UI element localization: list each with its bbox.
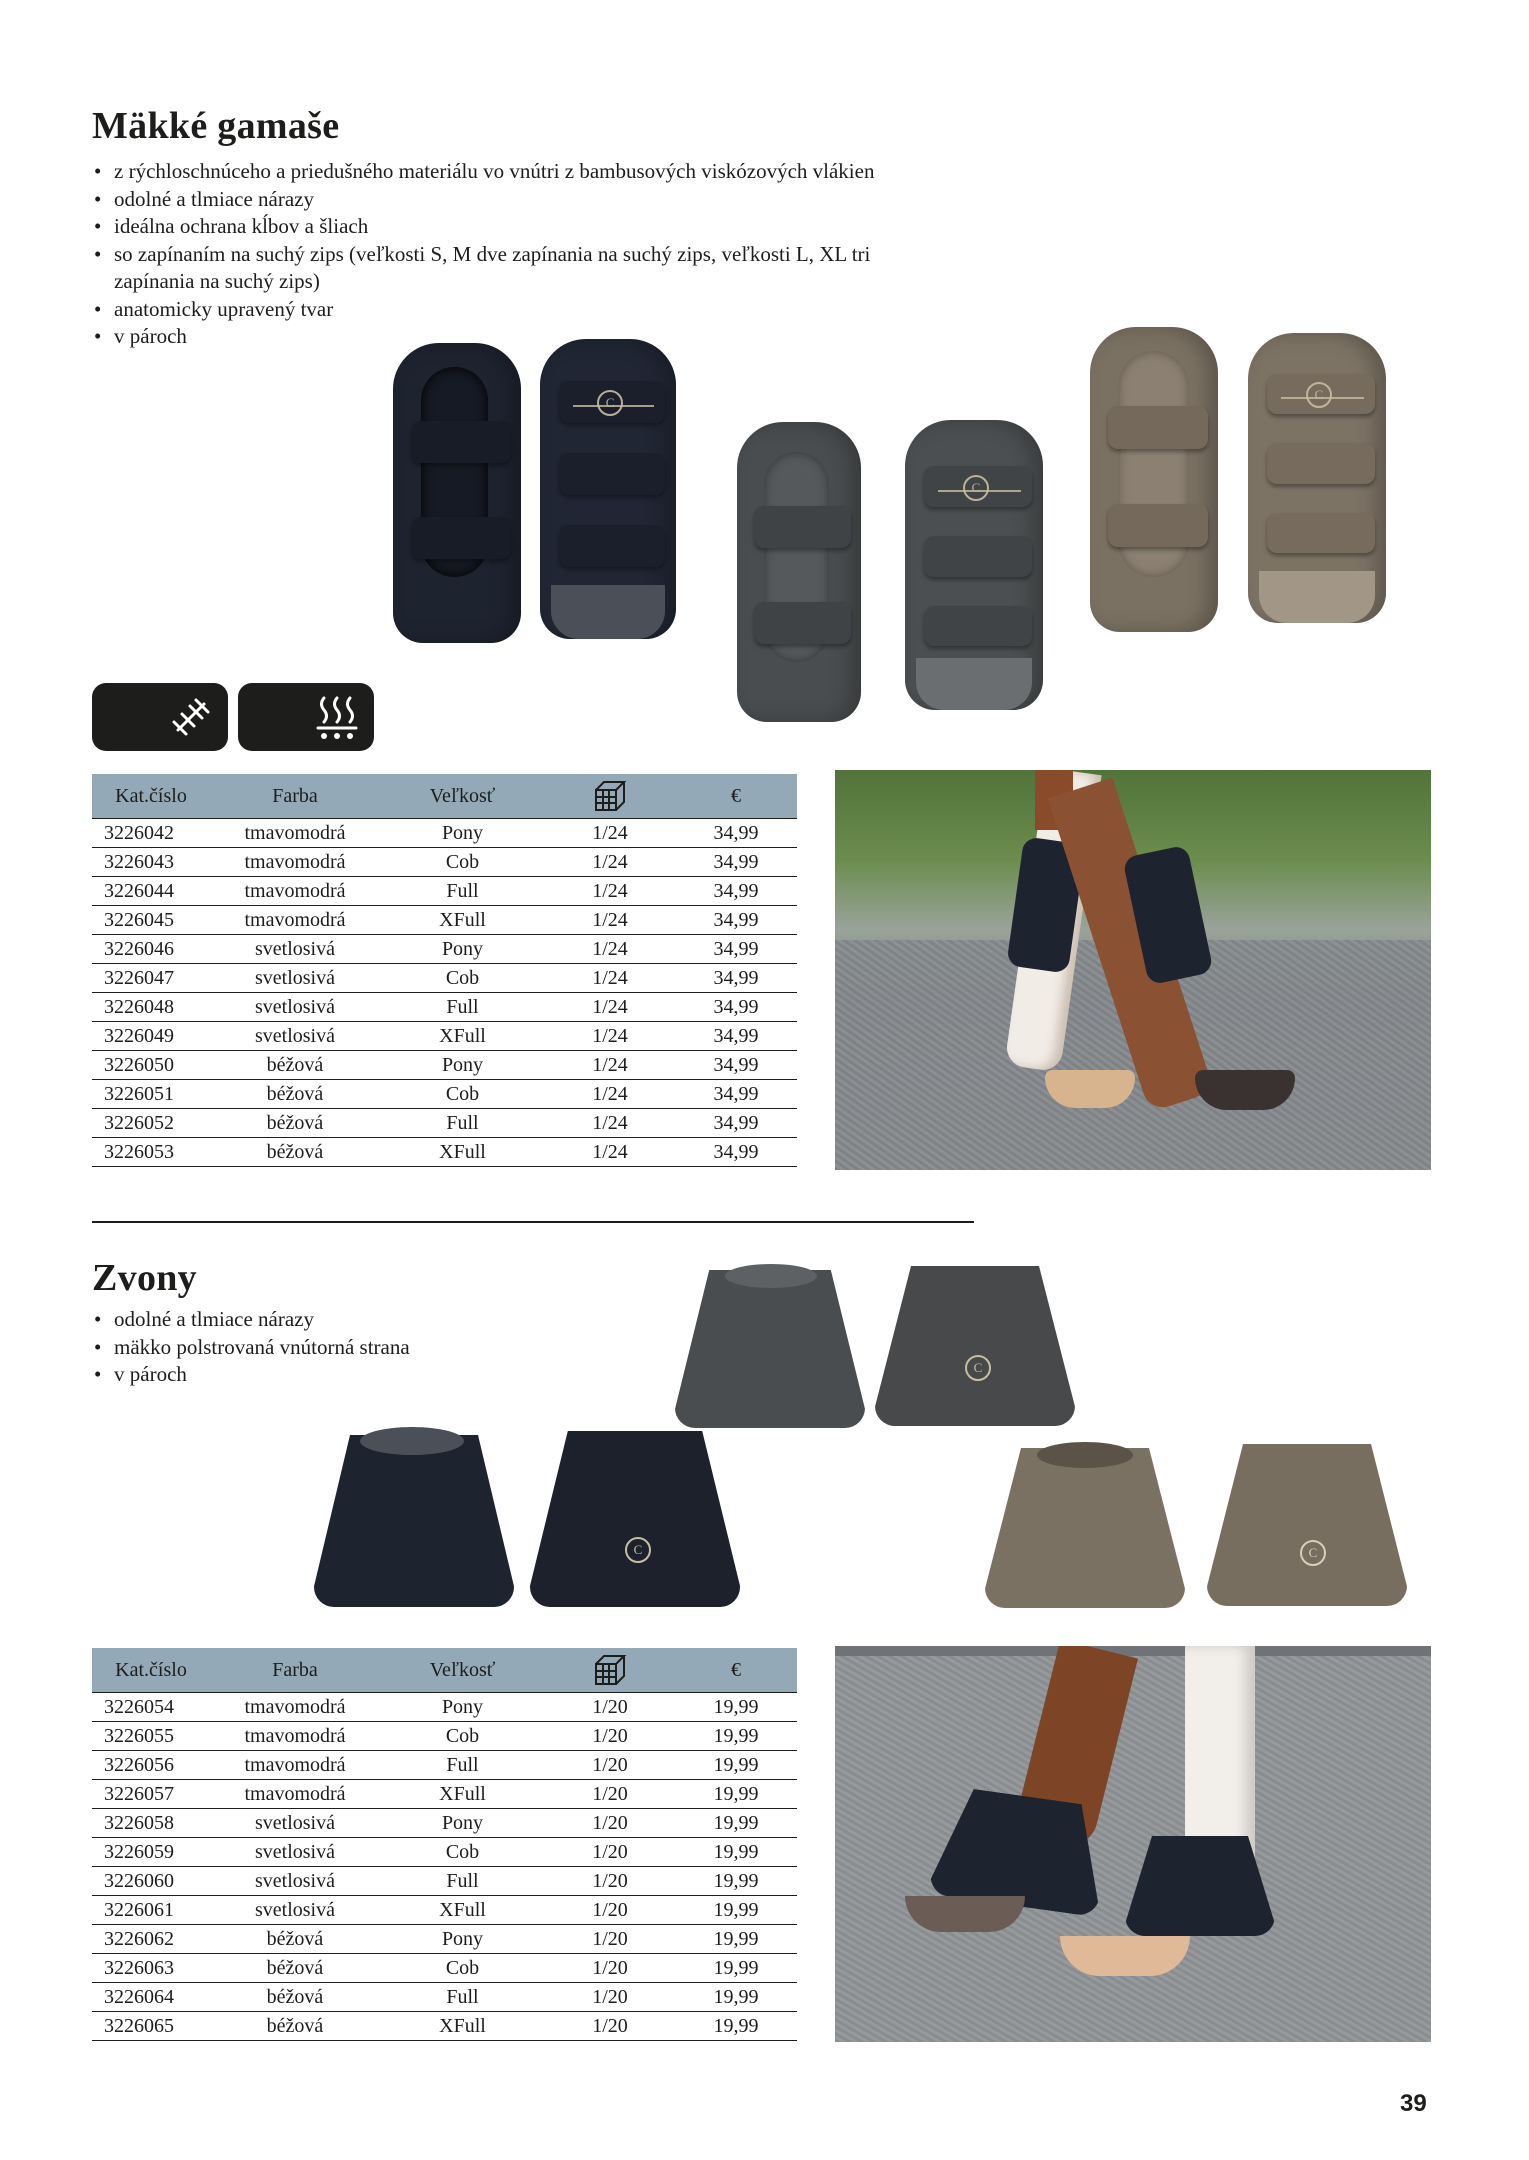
- cell-price: 34,99: [675, 906, 797, 935]
- cell-size: Full: [380, 1751, 545, 1780]
- cell-size: XFull: [380, 2012, 545, 2041]
- cell-price: 19,99: [675, 1896, 797, 1925]
- cell-price: 19,99: [675, 1809, 797, 1838]
- table-row: [92, 877, 797, 906]
- cell-package: 1/24: [545, 848, 675, 877]
- cell-price: 34,99: [675, 1051, 797, 1080]
- cell-size: XFull: [380, 1022, 545, 1051]
- cell-package: 1/24: [545, 1080, 675, 1109]
- table-row: [92, 1896, 797, 1925]
- product-image-beige-boots: [1085, 325, 1400, 645]
- cell-price: 34,99: [675, 1022, 797, 1051]
- cell-code: 3226045: [92, 906, 210, 935]
- cell-code: 3226047: [92, 964, 210, 993]
- bell-boots-features: [92, 1306, 612, 1389]
- bell-shape: [675, 1270, 865, 1428]
- cell-size: Cob: [380, 1722, 545, 1751]
- cell-color: tmavomodrá: [210, 1693, 380, 1722]
- cell-price: 34,99: [675, 1138, 797, 1167]
- cell-size: Cob: [380, 1954, 545, 1983]
- cell-color: svetlosivá: [210, 1022, 380, 1051]
- cell-color: béžová: [210, 1954, 380, 1983]
- cell-size: Full: [380, 1983, 545, 2012]
- cell-code: 3226064: [92, 1983, 210, 2012]
- table-row: [92, 1080, 797, 1109]
- cell-price: 19,99: [675, 1693, 797, 1722]
- section-divider: [92, 1221, 974, 1223]
- cell-color: tmavomodrá: [210, 1751, 380, 1780]
- cell-price: 19,99: [675, 1722, 797, 1751]
- cell-size: XFull: [380, 1896, 545, 1925]
- cell-package: 1/20: [545, 1722, 675, 1751]
- cell-color: svetlosivá: [210, 1838, 380, 1867]
- product-image-grey-boots: [735, 420, 1055, 730]
- table-row: [92, 993, 797, 1022]
- boot-shape: [1090, 327, 1218, 632]
- table-row: [92, 1954, 797, 1983]
- breathable-icon: [238, 683, 374, 751]
- cell-price: 19,99: [675, 2012, 797, 2041]
- cell-price: 19,99: [675, 1983, 797, 2012]
- product-image-beige-bells: [985, 1440, 1410, 1615]
- cell-price: 34,99: [675, 1080, 797, 1109]
- bell-shape: [314, 1435, 514, 1607]
- boot-shape: [905, 420, 1043, 710]
- bell-shape: [985, 1448, 1185, 1608]
- table-row: [92, 1022, 797, 1051]
- cell-package: 1/20: [545, 1983, 675, 2012]
- column-header-price: €: [675, 1648, 797, 1693]
- table-row: [92, 848, 797, 877]
- cell-size: Full: [380, 877, 545, 906]
- cell-code: 3226057: [92, 1780, 210, 1809]
- cell-package: 1/20: [545, 1867, 675, 1896]
- cell-color: tmavomodrá: [210, 1722, 380, 1751]
- cell-price: 19,99: [675, 1751, 797, 1780]
- product-image-navy-boots: [385, 335, 685, 655]
- column-header-package: [545, 1648, 675, 1693]
- table-row: [92, 1138, 797, 1167]
- feature-bullet: • mäkko polstrovaná vnútorná strana: [92, 1334, 612, 1362]
- cell-color: béžová: [210, 1080, 380, 1109]
- cell-package: 1/20: [545, 1751, 675, 1780]
- cell-package: 1/24: [545, 964, 675, 993]
- cell-price: 34,99: [675, 964, 797, 993]
- cell-code: 3226065: [92, 2012, 210, 2041]
- cell-color: svetlosivá: [210, 1809, 380, 1838]
- shock-absorbing-icon: [92, 683, 228, 751]
- cell-size: Full: [380, 993, 545, 1022]
- column-header-color: Farba: [210, 774, 380, 819]
- table-row: [92, 906, 797, 935]
- cell-color: svetlosivá: [210, 1867, 380, 1896]
- table-row: [92, 964, 797, 993]
- cell-package: 1/24: [545, 1109, 675, 1138]
- cell-code: 3226052: [92, 1109, 210, 1138]
- table-header-row: [92, 1648, 797, 1693]
- brand-logo-icon: C: [965, 1355, 991, 1381]
- cell-color: tmavomodrá: [210, 877, 380, 906]
- cell-color: svetlosivá: [210, 964, 380, 993]
- cell-size: Full: [380, 1109, 545, 1138]
- cell-price: 19,99: [675, 1925, 797, 1954]
- boot-shape: [1248, 333, 1386, 623]
- shock-absorbing-icon: [168, 694, 214, 740]
- cell-package: 1/20: [545, 1925, 675, 1954]
- cell-code: 3226061: [92, 1896, 210, 1925]
- cell-code: 3226063: [92, 1954, 210, 1983]
- table-row: [92, 1838, 797, 1867]
- cell-package: 1/24: [545, 1138, 675, 1167]
- feature-bullet: • anatomicky upravený tvar: [92, 296, 992, 324]
- boot-shape: [737, 422, 861, 722]
- cell-color: béžová: [210, 1983, 380, 2012]
- cell-code: 3226051: [92, 1080, 210, 1109]
- table-row: [92, 819, 797, 848]
- cell-color: béžová: [210, 1051, 380, 1080]
- cell-size: Pony: [380, 1693, 545, 1722]
- cell-package: 1/20: [545, 1954, 675, 1983]
- breathable-icon: [314, 692, 360, 742]
- cell-code: 3226059: [92, 1838, 210, 1867]
- table-row: [92, 1925, 797, 1954]
- cell-package: 1/24: [545, 1022, 675, 1051]
- feature-bullet: • v pároch: [92, 323, 992, 351]
- cell-package: 1/20: [545, 2012, 675, 2041]
- cell-color: svetlosivá: [210, 935, 380, 964]
- cell-code: 3226054: [92, 1693, 210, 1722]
- table-row: [92, 1722, 797, 1751]
- product-image-navy-bells: [310, 1425, 750, 1615]
- feature-bullet: • ideálna ochrana kĺbov a šliach: [92, 213, 992, 241]
- column-header-code: Kat.číslo: [92, 1648, 210, 1693]
- table-row: [92, 1780, 797, 1809]
- cell-size: Full: [380, 1867, 545, 1896]
- cell-color: tmavomodrá: [210, 848, 380, 877]
- boot-shape: [540, 339, 676, 639]
- cell-code: 3226053: [92, 1138, 210, 1167]
- cell-size: Pony: [380, 1809, 545, 1838]
- price-table-soft-boots: [92, 774, 797, 1167]
- cell-size: Pony: [380, 819, 545, 848]
- cell-package: 1/24: [545, 819, 675, 848]
- bell-shape: [1207, 1444, 1407, 1606]
- cell-price: 19,99: [675, 1954, 797, 1983]
- photo-horse-legs-bells: [835, 1646, 1431, 2042]
- cell-price: 34,99: [675, 993, 797, 1022]
- cell-code: 3226042: [92, 819, 210, 848]
- table-row: [92, 1693, 797, 1722]
- cell-color: béžová: [210, 2012, 380, 2041]
- table-row: [92, 935, 797, 964]
- cell-size: Pony: [380, 1051, 545, 1080]
- feature-bullet: • z rýchloschnúceho a priedušného materiálu vo vnútri z bambusových viskózových vlákien: [92, 158, 992, 186]
- soft-boots-features: [92, 158, 992, 351]
- table-row: [92, 1867, 797, 1896]
- cell-package: 1/20: [545, 1780, 675, 1809]
- feature-bullet: • odolné a tlmiace nárazy: [92, 1306, 612, 1334]
- cell-color: béžová: [210, 1138, 380, 1167]
- cell-code: 3226060: [92, 1867, 210, 1896]
- cell-package: 1/24: [545, 1051, 675, 1080]
- cell-package: 1/20: [545, 1693, 675, 1722]
- cell-size: Cob: [380, 1080, 545, 1109]
- cell-code: 3226055: [92, 1722, 210, 1751]
- photo-horse-legs-boots: [835, 770, 1431, 1170]
- cell-price: 34,99: [675, 877, 797, 906]
- price-table-bell-boots: [92, 1648, 797, 2041]
- column-header-code: Kat.číslo: [92, 774, 210, 819]
- cell-color: tmavomodrá: [210, 819, 380, 848]
- cell-code: 3226062: [92, 1925, 210, 1954]
- brand-logo-icon: C: [597, 390, 623, 416]
- cell-size: Pony: [380, 935, 545, 964]
- cell-price: 19,99: [675, 1838, 797, 1867]
- cell-price: 34,99: [675, 819, 797, 848]
- cell-size: XFull: [380, 906, 545, 935]
- cell-package: 1/24: [545, 906, 675, 935]
- cell-package: 1/24: [545, 877, 675, 906]
- cell-size: XFull: [380, 1138, 545, 1167]
- cell-code: 3226048: [92, 993, 210, 1022]
- brand-logo-icon: C: [1306, 382, 1332, 408]
- table-header-row: [92, 774, 797, 819]
- cell-size: XFull: [380, 1780, 545, 1809]
- cell-code: 3226049: [92, 1022, 210, 1051]
- cell-price: 34,99: [675, 1109, 797, 1138]
- feature-bullet: • so zapínaním na suchý zips (veľkosti S, M dve zapínania na suchý zips, veľkosti L, XL tri zapínania na suchý zips): [92, 241, 954, 296]
- cell-color: tmavomodrá: [210, 906, 380, 935]
- table-row: [92, 1983, 797, 2012]
- feature-bullet: • v pároch: [92, 1361, 612, 1389]
- table-row: [92, 1051, 797, 1080]
- column-header-size: Veľkosť: [380, 774, 545, 819]
- cell-package: 1/24: [545, 935, 675, 964]
- cell-size: Cob: [380, 1838, 545, 1867]
- cell-code: 3226050: [92, 1051, 210, 1080]
- table-row: [92, 1109, 797, 1138]
- cell-price: 34,99: [675, 935, 797, 964]
- cell-code: 3226056: [92, 1751, 210, 1780]
- section-title-soft-boots: Mäkké gamaše: [92, 105, 340, 147]
- bell-shape: [875, 1266, 1075, 1426]
- cell-package: 1/20: [545, 1809, 675, 1838]
- cell-package: 1/20: [545, 1838, 675, 1867]
- column-header-price: €: [675, 774, 797, 819]
- cell-package: 1/20: [545, 1896, 675, 1925]
- cell-code: 3226043: [92, 848, 210, 877]
- table-row: [92, 1809, 797, 1838]
- cell-code: 3226046: [92, 935, 210, 964]
- cell-price: 19,99: [675, 1867, 797, 1896]
- cell-price: 34,99: [675, 848, 797, 877]
- cell-color: svetlosivá: [210, 993, 380, 1022]
- cell-package: 1/24: [545, 993, 675, 1022]
- brand-logo-icon: C: [963, 475, 989, 501]
- cell-size: Cob: [380, 848, 545, 877]
- brand-logo-icon: C: [625, 1537, 651, 1563]
- bell-shape: [530, 1431, 740, 1607]
- section-title-bell-boots: Zvony: [92, 1257, 197, 1299]
- column-header-size: Veľkosť: [380, 1648, 545, 1693]
- page-number: 39: [1400, 2090, 1427, 2117]
- cell-size: Cob: [380, 964, 545, 993]
- cell-color: svetlosivá: [210, 1896, 380, 1925]
- product-image-grey-bells: [665, 1260, 1085, 1435]
- cell-color: béžová: [210, 1925, 380, 1954]
- column-header-color: Farba: [210, 1648, 380, 1693]
- cell-color: béžová: [210, 1109, 380, 1138]
- cell-price: 19,99: [675, 1780, 797, 1809]
- cell-size: Pony: [380, 1925, 545, 1954]
- box-icon: [593, 779, 627, 813]
- cell-code: 3226044: [92, 877, 210, 906]
- table-row: [92, 1751, 797, 1780]
- table-row: [92, 2012, 797, 2041]
- brand-logo-icon: C: [1300, 1540, 1326, 1566]
- feature-bullet: • odolné a tlmiace nárazy: [92, 186, 992, 214]
- cell-code: 3226058: [92, 1809, 210, 1838]
- box-icon: [593, 1653, 627, 1687]
- column-header-package: [545, 774, 675, 819]
- cell-color: tmavomodrá: [210, 1780, 380, 1809]
- boot-shape: [393, 343, 521, 643]
